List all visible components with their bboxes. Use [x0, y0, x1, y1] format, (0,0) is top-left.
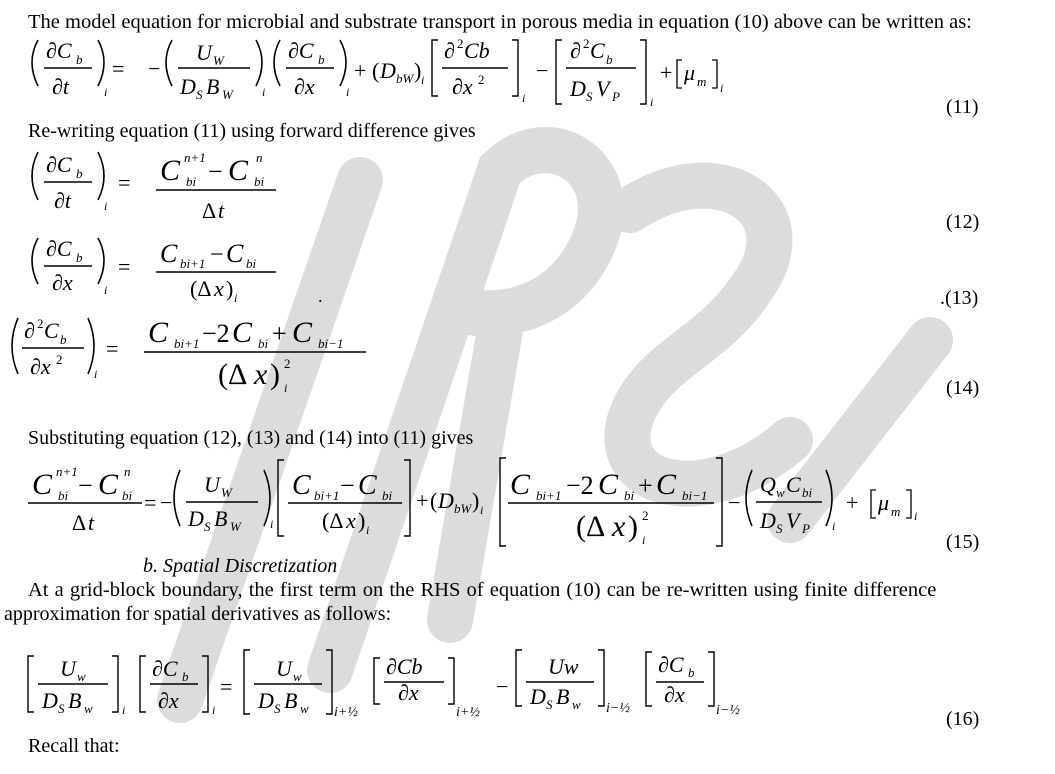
svg-text:B: B	[68, 688, 82, 713]
svg-text:+: +	[416, 488, 429, 513]
svg-text:2: 2	[642, 508, 649, 523]
svg-text:i: i	[522, 91, 526, 105]
svg-text:∂x: ∂x	[294, 74, 315, 99]
svg-text:.: .	[318, 286, 323, 306]
svg-text:D: D	[760, 508, 776, 533]
svg-text:i+½: i+½	[334, 705, 358, 720]
svg-text:∂C: ∂C	[658, 652, 684, 677]
svg-text:bi−1: bi−1	[318, 336, 344, 351]
svg-text:W: W	[222, 87, 233, 102]
svg-text:bi−1: bi−1	[682, 488, 708, 503]
svg-text:Δ: Δ	[202, 198, 217, 223]
svg-text:V: V	[786, 508, 800, 533]
section-heading: b. Spatial Discretization	[143, 555, 338, 577]
svg-text:n: n	[124, 464, 131, 479]
svg-text:b: b	[76, 250, 83, 265]
svg-text:t: t	[218, 198, 225, 223]
svg-text:x: x	[612, 510, 626, 543]
svg-text:∂t: ∂t	[52, 74, 69, 99]
svg-text:bW: bW	[454, 501, 472, 516]
svg-text:U: U	[60, 656, 76, 681]
svg-text:bi: bi	[246, 256, 257, 271]
svg-text:−: −	[210, 242, 224, 268]
svg-text:B: B	[284, 688, 298, 713]
svg-text:+: +	[846, 490, 859, 515]
svg-text:∂t: ∂t	[54, 188, 71, 213]
svg-text:−: −	[536, 58, 549, 83]
svg-text:C: C	[358, 470, 377, 501]
svg-text:x: x	[254, 358, 268, 391]
svg-text:=: =	[112, 56, 125, 81]
svg-text:D: D	[188, 506, 204, 531]
svg-text:b: b	[182, 669, 189, 684]
svg-text:∂x: ∂x	[30, 354, 51, 379]
svg-text:i: i	[642, 533, 646, 547]
equation-number-12: (12)	[946, 211, 980, 233]
paragraph-intro: The model equation for microbial and substrate transport in porous media in equation (10) above can be written as:	[28, 11, 972, 33]
equation-14	[12, 316, 366, 395]
svg-text:=: =	[144, 490, 157, 515]
svg-text:w: w	[776, 485, 785, 500]
svg-text:∂Cb: ∂Cb	[386, 654, 423, 679]
svg-text:i: i	[284, 381, 288, 395]
svg-text:B: B	[206, 74, 220, 99]
svg-text:D: D	[42, 688, 58, 713]
svg-text:b: b	[76, 166, 83, 181]
svg-text:C: C	[228, 154, 249, 187]
svg-text:C: C	[292, 470, 311, 501]
svg-text:∂: ∂	[24, 318, 35, 343]
svg-text:i: i	[650, 95, 654, 109]
svg-text:n: n	[256, 150, 263, 165]
svg-text:D: D	[530, 684, 546, 709]
svg-text:=: =	[118, 170, 131, 195]
svg-text:D: D	[258, 688, 274, 713]
svg-text:∂x: ∂x	[52, 270, 73, 295]
svg-text:W: W	[221, 485, 232, 500]
svg-text:C: C	[32, 468, 53, 501]
svg-text:C: C	[226, 239, 244, 268]
svg-text:b: b	[606, 52, 613, 67]
svg-text:μ: μ	[684, 60, 696, 85]
svg-text:S: S	[274, 701, 281, 716]
equation-11	[32, 36, 723, 109]
svg-text:C: C	[590, 38, 605, 63]
svg-text:bi: bi	[802, 485, 813, 500]
svg-text:D: D	[570, 76, 586, 101]
svg-text:∂x: ∂x	[452, 74, 473, 99]
svg-text:+: +	[660, 60, 673, 85]
svg-text:bi+1: bi+1	[536, 488, 562, 503]
svg-text:b: b	[60, 332, 67, 347]
equation-number-14: (14)	[946, 377, 980, 399]
svg-text:(: (	[430, 488, 438, 513]
svg-text:D: D	[180, 74, 196, 99]
equation-12	[32, 150, 276, 223]
svg-text:i: i	[832, 519, 836, 533]
svg-text:=: =	[118, 254, 131, 279]
svg-text:i: i	[122, 703, 126, 717]
svg-text:i: i	[366, 523, 370, 537]
svg-text:bi: bi	[624, 488, 635, 503]
svg-text:x: x	[346, 508, 356, 533]
paragraph-recall: Recall that:	[28, 735, 120, 757]
svg-text:∂: ∂	[570, 38, 581, 63]
svg-text:−: −	[340, 471, 355, 500]
svg-text:w: w	[300, 701, 309, 716]
svg-text:∂x: ∂x	[664, 682, 685, 707]
equation-13	[32, 236, 323, 306]
svg-text:=: =	[106, 336, 119, 361]
svg-text:2: 2	[284, 356, 291, 371]
svg-text:+: +	[638, 471, 653, 500]
svg-text:C: C	[510, 468, 531, 501]
svg-text:i+½: i+½	[456, 705, 480, 720]
svg-text:i: i	[94, 367, 98, 381]
svg-text:i−½: i−½	[606, 701, 630, 716]
svg-text:C: C	[44, 318, 59, 343]
svg-text:S: S	[586, 89, 593, 104]
paragraph-substituting: Substituting equation (12), (13) and (14) into (11) gives	[28, 427, 474, 449]
svg-text:i: i	[104, 283, 108, 297]
svg-text:−: −	[160, 490, 173, 515]
svg-text:S: S	[776, 521, 783, 536]
svg-text:bi: bi	[258, 336, 269, 351]
svg-text:Uw: Uw	[548, 654, 579, 679]
svg-text:w: w	[77, 669, 86, 684]
svg-text:S: S	[204, 519, 211, 534]
svg-text:bW: bW	[396, 71, 414, 86]
svg-text:=: =	[220, 674, 233, 699]
svg-text:Δ: Δ	[72, 510, 87, 535]
svg-text:i: i	[270, 517, 274, 531]
svg-text:): )	[226, 276, 234, 301]
svg-text:i: i	[421, 73, 425, 87]
svg-text:V: V	[596, 76, 610, 101]
svg-text:C: C	[598, 468, 619, 501]
svg-text:i: i	[212, 703, 216, 717]
svg-text:−: −	[496, 674, 509, 699]
paragraph-forward-difference: Re-writing equation (11) using forward difference gives	[28, 120, 476, 142]
equation-16	[28, 650, 740, 720]
svg-text:B: B	[214, 506, 228, 531]
svg-text:bi: bi	[122, 488, 133, 503]
svg-text:i: i	[914, 509, 918, 523]
svg-text:W: W	[213, 53, 224, 68]
svg-text:bi: bi	[254, 174, 265, 189]
svg-text:): )	[358, 508, 366, 533]
svg-text:C: C	[148, 316, 169, 349]
svg-text:C: C	[786, 472, 801, 497]
svg-text:m: m	[891, 504, 901, 519]
svg-text:−2: −2	[566, 471, 594, 500]
svg-text:C: C	[160, 154, 181, 187]
svg-text:2: 2	[37, 316, 44, 331]
svg-text:): )	[414, 58, 422, 83]
svg-text:C: C	[656, 468, 677, 501]
svg-text:bi: bi	[186, 174, 197, 189]
svg-text:t: t	[88, 510, 95, 535]
svg-text:w: w	[572, 697, 581, 712]
svg-text:U: U	[276, 656, 292, 681]
svg-text:D: D	[380, 58, 396, 83]
svg-text:−: −	[148, 56, 161, 81]
svg-text:(Δ: (Δ	[576, 510, 606, 543]
svg-text:m: m	[697, 74, 707, 89]
svg-text:∂x: ∂x	[158, 688, 179, 713]
svg-text:S: S	[546, 697, 553, 712]
svg-text:(: (	[372, 58, 380, 83]
svg-text:S: S	[58, 701, 65, 716]
svg-text:b: b	[76, 52, 83, 67]
svg-text:Q: Q	[760, 472, 776, 497]
svg-text:): )	[628, 510, 638, 543]
svg-text:+: +	[354, 58, 367, 83]
paragraph-grid-block-line1: At a grid-block boundary, the first term on the RHS of equation (10) can be re-written using finite difference	[28, 579, 937, 601]
svg-text:i−½: i−½	[716, 703, 740, 718]
svg-text:w: w	[293, 669, 302, 684]
svg-text:D: D	[438, 488, 454, 513]
svg-text:∂C: ∂C	[46, 38, 72, 63]
svg-text:2: 2	[478, 72, 485, 87]
svg-text:n+1: n+1	[184, 150, 206, 165]
svg-text:−: −	[728, 490, 741, 515]
svg-text:B: B	[556, 684, 570, 709]
svg-text:C: C	[98, 468, 119, 501]
svg-text:i: i	[234, 291, 238, 305]
svg-text:W: W	[230, 519, 241, 534]
paragraph-grid-block-line2: approximation for spatial derivatives as follows:	[4, 603, 392, 625]
equation-number-15: (15)	[946, 531, 980, 553]
svg-text:+: +	[272, 319, 287, 348]
svg-text:∂C: ∂C	[46, 152, 72, 177]
svg-text:bi+1: bi+1	[174, 336, 200, 351]
equation-number-11: (11)	[946, 96, 979, 118]
svg-text:b: b	[688, 665, 695, 680]
svg-text:(Δ: (Δ	[218, 358, 248, 391]
svg-text:U: U	[204, 472, 220, 497]
svg-text:bi+1: bi+1	[180, 256, 206, 271]
svg-text:U: U	[196, 40, 212, 65]
svg-text:x: x	[214, 276, 224, 301]
svg-text:bi: bi	[382, 488, 393, 503]
svg-text:−: −	[78, 471, 93, 500]
svg-text:(Δ: (Δ	[322, 508, 344, 533]
svg-text:i: i	[262, 85, 266, 99]
svg-text:−: −	[208, 157, 223, 186]
equation-number-13: .(13)	[940, 287, 979, 309]
svg-text:i: i	[104, 199, 108, 213]
svg-text:i: i	[104, 85, 108, 99]
svg-text:i: i	[720, 81, 724, 95]
svg-text:P: P	[802, 521, 810, 536]
svg-text:Cb: Cb	[464, 38, 490, 63]
svg-text:∂x: ∂x	[398, 680, 419, 705]
svg-text:−2: −2	[202, 319, 230, 348]
svg-text:2: 2	[56, 352, 63, 367]
svg-text:C: C	[160, 239, 178, 268]
svg-text:w: w	[84, 701, 93, 716]
svg-text:μ: μ	[878, 490, 890, 515]
svg-text:S: S	[196, 87, 203, 102]
svg-text:(Δ: (Δ	[190, 276, 212, 301]
svg-text:∂C: ∂C	[46, 236, 72, 261]
svg-text:C: C	[292, 316, 313, 349]
svg-text:C: C	[232, 316, 253, 349]
svg-text:2: 2	[583, 36, 590, 51]
equation-15	[28, 458, 917, 547]
svg-text:n+1: n+1	[56, 464, 78, 479]
svg-text:i: i	[346, 85, 350, 99]
svg-text:): )	[472, 488, 480, 513]
svg-text:b: b	[318, 52, 325, 67]
svg-text:2: 2	[457, 36, 464, 51]
svg-text:∂C: ∂C	[152, 656, 178, 681]
svg-text:P: P	[612, 89, 620, 104]
svg-text:i: i	[480, 503, 484, 517]
svg-text:∂: ∂	[444, 38, 455, 63]
equation-number-16: (16)	[946, 708, 980, 730]
svg-text:bi: bi	[58, 488, 69, 503]
svg-text:∂C: ∂C	[288, 38, 314, 63]
svg-text:bi+1: bi+1	[314, 488, 340, 503]
svg-text:): )	[270, 358, 280, 391]
